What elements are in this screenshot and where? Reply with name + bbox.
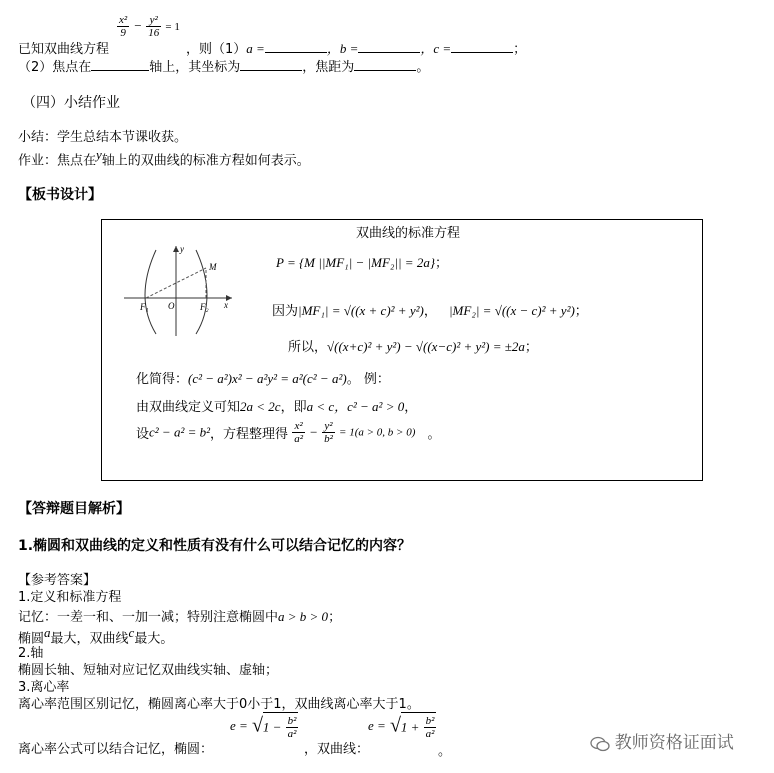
ref-l4: 2.轴 (18, 646, 44, 661)
hyperbola-label: ，双曲线： (304, 742, 370, 757)
q1-answers: ，则（1）a = ，b = ，c = ； (186, 41, 527, 57)
blank-focal (354, 58, 416, 71)
diagram-label-x: x (224, 300, 228, 310)
blank-axis (91, 58, 149, 71)
so-line: 所以，√((x+c)² + y²) − √((x−c)² + y²) = ±2a； (288, 339, 538, 355)
blank-coords (240, 58, 302, 71)
board-title: 双曲线的标准方程 (356, 226, 461, 241)
q1-line1 (18, 38, 109, 57)
ref-l3: 椭圆$^a$最大，双曲线$^c$最大。 (18, 625, 174, 647)
summary-line: 小结：学生总结本节课收获。 (18, 130, 188, 145)
mf-line: 因为|MF₁| = √((x + c)² + y²)， |MF₂| = √((x − c)² + y²)； (272, 303, 588, 319)
final-line: 设c² − a² = b²，方程整理得 $\frac{\text{x²}}{\text{a²}}$ − $\frac{\text{y²}}{\text{b²}}$ = 1(a > 0, b > 0) 。 (136, 420, 441, 445)
q1-prefix: 已知双曲线方程 (18, 42, 110, 57)
wechat-icon (590, 736, 610, 752)
watermark (590, 728, 734, 753)
eq-frac-y: $\frac{\text{y²}}{16}$ (148, 14, 160, 39)
ref-heading: 【参考答案】 (18, 573, 97, 588)
ref-l2: 记忆：一差一和、一加一减；特别注意椭圆中a > b > 0； (18, 609, 342, 625)
formula-end: 。 (438, 744, 452, 759)
diagram-label-o: O (168, 301, 175, 311)
eq-frac-x: $\frac{\text{x²}}{9}$ (119, 14, 128, 39)
blank-b (358, 40, 420, 53)
ref-l8: 离心率公式可以结合记忆，椭圆： (18, 742, 214, 757)
board-design-box (101, 219, 703, 481)
ref-l6: 3.离心率 (18, 680, 70, 695)
ref-l7: 离心率范围区别记忆，椭圆离心率大于0小于1，双曲线离心率大于1。 (18, 697, 420, 712)
diagram-label-m: M (209, 262, 217, 272)
ref-l1: 1.定义和标准方程 (18, 590, 122, 605)
board-heading: 【板书设计】 (18, 187, 102, 203)
q1-equation: $\frac{\text{x²}}{9}$ − $\frac{\text{y²}}{16}$ = 1 (119, 14, 180, 39)
set-definition: P = {M ||MF₁| − |MF₂|| = 2a}； (276, 255, 449, 271)
question-1: 1.椭圆和双曲线的定义和性质有没有什么可以结合记忆的内容？ (18, 538, 412, 554)
diagram-label-y: y (180, 244, 184, 254)
definition-line: 由双曲线定义可知2a < 2c，即a < c，c² − a² > 0， (136, 399, 418, 415)
hyperbola-diagram (120, 242, 238, 338)
diagram-label-f1: F₁ (140, 302, 149, 312)
blank-a (265, 40, 327, 53)
diagram-label-f2: F₂ (200, 302, 209, 312)
ref-l5: 椭圆长轴、短轴对应记忆双曲线实轴、虚轴； (18, 663, 279, 678)
simplify-line: 化简得：(c² − a²)x² − a²y² = a²(c² − a²)。 例： (136, 371, 390, 387)
final-frac-y: $\frac{\text{y²}}{\text{b²}}$ (324, 420, 333, 445)
ellipse-e-formula: e = √1 − $\frac{\text{b²}}{\text{a²}}$ (230, 712, 298, 740)
answer-heading: 【答辩题目解析】 (18, 501, 130, 517)
blank-c (451, 40, 513, 53)
section-title: （四）小结作业 (22, 95, 120, 111)
homework-line: 作业：焦点在$^y$轴上的双曲线的标准方程如何表示。 (18, 147, 310, 169)
watermark-text: 教师资格证面试 (614, 733, 734, 752)
hyperbola-e-formula: e = √1 + $\frac{\text{b²}}{\text{a²}}$ (368, 712, 436, 740)
q1-line2: （2）焦点在 轴上，其坐标为 ，焦距为 。 (18, 60, 430, 75)
final-frac-x: $\frac{\text{x²}}{\text{a²}}$ (294, 420, 303, 445)
